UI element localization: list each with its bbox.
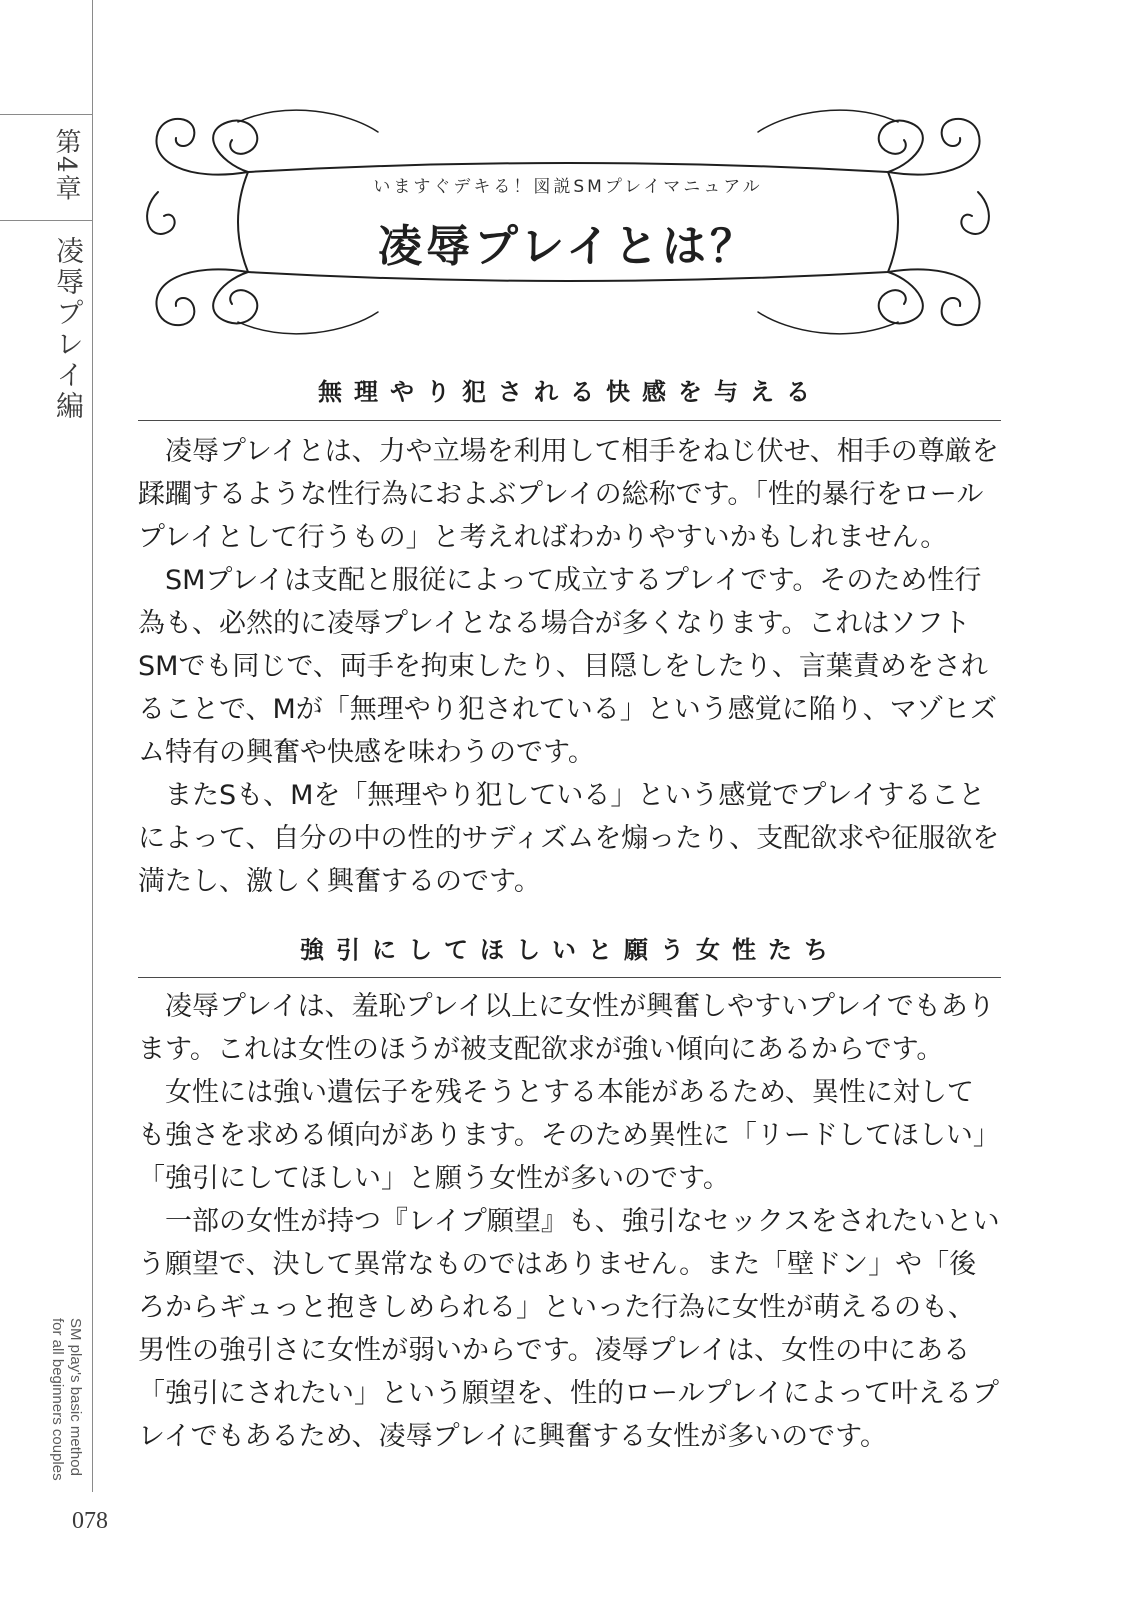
series-tagline: SM play's basic method for all beginners couples <box>49 1318 84 1481</box>
section-rule-2 <box>138 977 1001 978</box>
sidebar-rule <box>92 0 93 1492</box>
sidebar-divider-top <box>0 114 92 115</box>
paragraph: 女性には強い遺伝子を残そうとする本能があるため、異性に対しても強さを求める傾向があります。そのため異性に「リードしてほしい」「強引にしてほしい」と願う女性が多いのです。 <box>138 1077 1000 1194</box>
chapter-number: 第4章 <box>51 128 81 203</box>
section-heading-1: 無理やり犯される快感を与える <box>318 378 822 406</box>
paragraph: SMプレイは支配と服従によって成立するプレイです。そのため性行為も、必然的に凌辱プレイとなる場合が多くなります。これはソフトSMでも同じで、両手を拘束したり、目隠しをしたり、言葉責めをされることで、Mが「無理やり犯されている」という感覚に陥り、マゾヒズム特有の興奮や快感を味わうのです。 <box>138 565 997 768</box>
chapter-title: 凌辱プレイ編 <box>52 236 85 422</box>
section-heading-2: 強引にしてほしいと願う女性たち <box>300 936 840 964</box>
paragraph: 凌辱プレイは、羞恥プレイ以上に女性が興奮しやすいプレイでもあります。これは女性のほうが被支配欲求が強い傾向にあるからです。 <box>138 991 995 1065</box>
page-title: 凌辱プレイとは？ <box>377 221 759 272</box>
section-body-1 <box>138 430 1000 903</box>
series-subtitle: いますぐデキる！図説SMプレイマニュアル <box>373 177 763 197</box>
paragraph: 凌辱プレイとは、力や立場を利用して相手をねじ伏せ、相手の尊厳を蹂躙するような性行為におよぶプレイの総称です。「性的暴行をロールプレイとして行うもの」と考えればわかりやすいかもしれません。 <box>138 436 999 553</box>
page-number: 078 <box>72 1508 108 1534</box>
flourish-bottom-right <box>758 269 980 333</box>
paragraph: 一部の女性が持つ『レイプ願望』も、強引なセックスをされたいという願望で、決して異常なものではありません。また「壁ドン」や「後ろからギュっと抱きしめられる」といった行為に女性が萌えるのも、男性の強引さに女性が弱いからです。凌辱プレイは、女性の中にある「強引にされたい」という願望を、性的ロールプレイによって叶えるプレイでもあるため、凌辱プレイに興奮する女性が多いのです。 <box>138 1206 1000 1452</box>
section-body-2 <box>138 985 1000 1458</box>
flourish-bottom-left <box>156 269 378 333</box>
sidebar-divider-middle <box>0 220 92 221</box>
paragraph: またSも、Mを「無理やり犯している」という感覚でプレイすることによって、自分の中の性的サディズムを煽ったり、支配欲求や征服欲を満たし、激しく興奮するのです。 <box>138 780 1000 897</box>
section-rule-1 <box>138 420 1001 421</box>
